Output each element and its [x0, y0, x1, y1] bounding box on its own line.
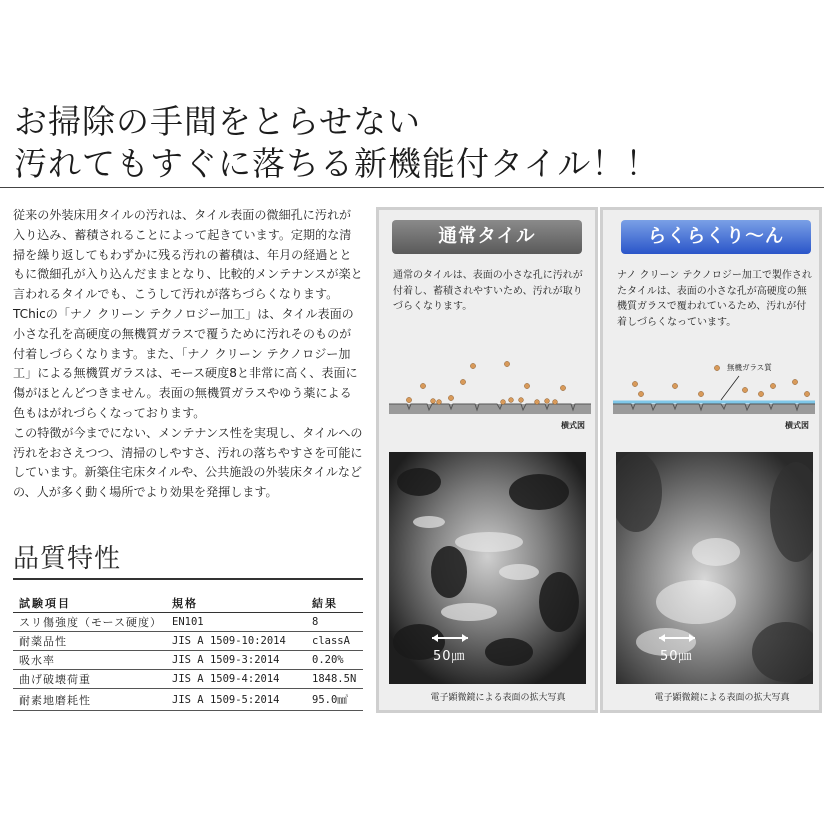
normal-tile-description: 通常のタイルは、表面の小さな孔に汚れが付着し、蓄積されやすいため、汚れが取りづらくなります。 [393, 270, 583, 312]
nano-diagram-caption: 横式図 [785, 421, 809, 430]
result: 8 [306, 612, 363, 631]
standard: JIS A 1509-5:2014 [166, 688, 306, 710]
micrograph-image [389, 452, 586, 684]
standard: JIS A 1509-10:2014 [166, 631, 306, 650]
intro-paragraph-2: TChicの「ナノ クリーン テクノロジー加工」は、タイル表面の小さな孔を高硬度の無機質ガラスで覆うために汚れそのものが付着しづらくなります。また、「ナノ クリーン テクノロジー加工」による無機質ガラスは、モース硬度8と非常に高く、表面に傷がほとんどつきません。表面の無機質ガラスやゆう薬による色もはがれづらくなっております。 [13, 306, 358, 420]
table-row [13, 688, 363, 710]
result: 95.0㎣ [306, 688, 363, 710]
micrograph-image [616, 452, 813, 684]
table-row [13, 631, 363, 650]
headline-line-1: お掃除の手間をとらせない [14, 102, 422, 141]
intro-text [13, 206, 363, 503]
divider-quality [13, 578, 363, 580]
normal-tile-micrograph [389, 452, 586, 684]
normal-scale-label: 50㎛ [433, 649, 466, 664]
headline-line-2: 汚れてもすぐに落ちる新機能付タイル！！ [14, 144, 660, 183]
normal-diagram-caption: 横式図 [561, 421, 585, 430]
result: 0.20% [306, 650, 363, 669]
nano-micrograph-caption: 電子顕微鏡による表面の拡大写真 [654, 693, 790, 703]
header-test-item: 試験項目 [13, 593, 166, 612]
header-standard: 規格 [166, 593, 306, 612]
nano-scale-label: 50㎛ [660, 649, 693, 664]
nano-tile-description: ナノ クリーン テクノロジー加工で製作されたタイルは、表面の小さな孔が高硬度の無機質ガラスで覆われているため、汚れが付着しづらくなっています。 [617, 270, 812, 328]
header-result: 結果 [306, 593, 363, 612]
result: 1848.5N [306, 669, 363, 688]
table-row [13, 612, 363, 631]
badge-rakuraku-clean: らくらくり〜ん [621, 220, 811, 254]
glass-label: 無機ガラス質 [727, 363, 772, 372]
test-item: 耐素地磨耗性 [13, 688, 166, 710]
divider-top [0, 187, 824, 188]
quality-title: 品質特性 [13, 544, 122, 574]
table-row [13, 650, 363, 669]
standard: JIS A 1509-4:2014 [166, 669, 306, 688]
spec-table-header [13, 593, 363, 612]
panel-nano-clean-tile [600, 207, 822, 713]
spec-table [13, 593, 363, 711]
panel-normal-tile [376, 207, 598, 713]
standard: JIS A 1509-3:2014 [166, 650, 306, 669]
intro-paragraph-1: 従来の外装床用タイルの汚れは、タイル表面の微細孔に汚れが入り込み、蓄積されることによって起きています。定期的な清掃を繰り返してもわずかに残る汚れの蓄積は、年月の経過とともに微細孔が入り込んだままとなり、比較的メンテナンスが楽と言われるタイルでも、こうして汚れが落ちづらくなります。 [13, 208, 363, 302]
badge-normal-tile: 通常タイル [392, 220, 582, 254]
nano-tile-micrograph [616, 452, 813, 684]
test-item: 耐薬品性 [13, 631, 166, 650]
test-item: 吸水率 [13, 650, 166, 669]
normal-micrograph-caption: 電子顕微鏡による表面の拡大写真 [430, 693, 566, 703]
intro-paragraph-3: この特徴が今までにない、メンテナンス性を実現し、タイルへの汚れをおさえつつ、清掃のしやすさ、汚れの落ちやすさを可能にしています。新築住宅床タイルや、公共施設の外装床タイルなどの、人が多く動く場所でより効果を発揮します。 [13, 425, 363, 500]
result: classA [306, 631, 363, 650]
test-item: 曲げ破壊荷重 [13, 669, 166, 688]
table-row [13, 669, 363, 688]
test-item: スリ傷強度（モース硬度） [13, 612, 166, 631]
standard: EN101 [166, 612, 306, 631]
